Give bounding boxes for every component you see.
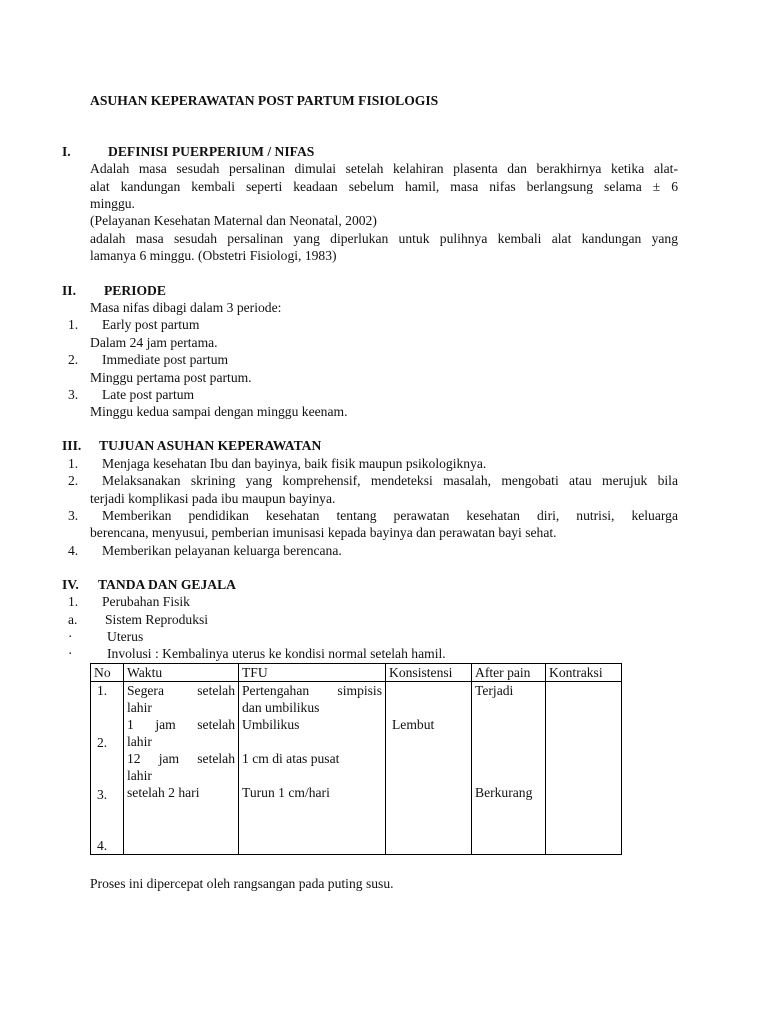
waktu-3a: 12 jam setelah: [127, 751, 235, 766]
tfu-2: Umbilikus: [242, 717, 300, 732]
subsection-a-heading: Sistem Reproduksi: [105, 612, 209, 627]
document-title: ASUHAN KEPERAWATAN POST PARTUM FISIOLOGIS: [90, 93, 439, 108]
period-1-desc: Dalam 24 jam pertama.: [90, 335, 218, 350]
tfu-4: Turun 1 cm/hari: [242, 785, 330, 800]
period-2-label: Immediate post partum: [102, 352, 229, 367]
waktu-1b: lahir: [127, 700, 152, 715]
goal-3-number: 3.: [68, 508, 79, 523]
row-number: 1.: [97, 683, 108, 698]
section-2-heading: PERIODE: [104, 283, 166, 298]
involution-table: [90, 663, 622, 855]
cell-after-pain: [472, 682, 546, 855]
period-1-label: Early post partum: [102, 317, 200, 332]
cell-konsistensi: [386, 682, 472, 855]
table-header-row: [91, 664, 622, 682]
header-waktu: Waktu: [124, 664, 239, 682]
subsection-1-heading: Perubahan Fisik: [102, 594, 190, 609]
section-1-heading: DEFINISI PUERPERIUM / NIFAS: [108, 144, 315, 159]
goal-2-number: 2.: [68, 473, 79, 488]
waktu-1a: Segera setelah: [127, 683, 235, 698]
goal-2-text-1: Melaksanakan skrining yang komprehensif, mendeteksi masalah, mengobati atau merujuk bila: [102, 473, 678, 488]
konsistensi-value: Lembut: [392, 717, 435, 732]
section-3-number: III.: [62, 438, 82, 453]
goal-3-text-1: Memberikan pendidikan kesehatan tentang perawatan kesehatan diri, nutrisi, keluarga: [102, 508, 678, 523]
goal-2-text-2: terjadi komplikasi pada ibu maupun bayinya.: [90, 491, 336, 506]
period-3-number: 3.: [68, 387, 79, 402]
goal-4-number: 4.: [68, 543, 79, 558]
goal-1-number: 1.: [68, 456, 79, 471]
section-4-heading: TANDA DAN GEJALA: [98, 577, 236, 592]
header-after-pain: After pain: [472, 664, 546, 682]
tfu-1a: Pertengahan simpisis: [242, 683, 382, 698]
section-1-line-3: minggu.: [90, 196, 135, 211]
subsection-1-number: 1.: [68, 594, 79, 609]
goal-3-text-2: berencana, menyusui, pemberian imunisasi kepada bayinya dan perawatan bayi sehat.: [90, 525, 557, 540]
period-1-number: 1.: [68, 317, 79, 332]
header-tfu: TFU: [239, 664, 386, 682]
section-4-number: IV.: [62, 577, 79, 592]
bullet-2: ·: [68, 646, 73, 661]
section-1-line-6: lamanya 6 minggu. (Obstetri Fisiologi, 1983): [90, 248, 337, 263]
row-number: 4.: [97, 838, 108, 853]
cell-tfu: [239, 682, 386, 855]
waktu-2a: 1 jam setelah: [127, 717, 235, 732]
tfu-3: 1 cm di atas pusat: [242, 751, 340, 766]
goal-4-text: Memberikan pelayanan keluarga berencana.: [102, 543, 342, 558]
section-1-line-1: Adalah masa sesudah persalinan dimulai setelah kelahiran plasenta dan berakhirnya ketika alat-: [90, 161, 678, 176]
section-1-number: I.: [62, 144, 71, 159]
period-2-number: 2.: [68, 352, 79, 367]
after-pain-2: Berkurang: [475, 785, 533, 800]
header-no: No: [91, 664, 124, 682]
bullet-uterus: Uterus: [107, 629, 144, 644]
row-number: 2.: [97, 735, 108, 750]
header-konsistensi: Konsistensi: [386, 664, 472, 682]
tfu-1b: dan umbilikus: [242, 700, 320, 715]
subsection-a-letter: a.: [68, 612, 78, 627]
closing-text: Proses ini dipercepat oleh rangsangan pada puting susu.: [90, 876, 394, 891]
section-1-line-2: alat kandungan kembali seperti keadaan sebelum hamil, masa nifas berlangsung selama ± 6: [90, 179, 678, 194]
after-pain-1: Terjadi: [475, 683, 514, 698]
bullet-1: ·: [68, 629, 73, 644]
header-kontraksi: Kontraksi: [546, 664, 622, 682]
goal-1-text: Menjaga kesehatan Ibu dan bayinya, baik fisik maupun psikologiknya.: [102, 456, 487, 471]
cell-waktu: [124, 682, 239, 855]
bullet-involusi: Involusi : Kembalinya uterus ke kondisi normal setelah hamil.: [107, 646, 446, 661]
section-2-number: II.: [62, 283, 76, 298]
waktu-2b: lahir: [127, 734, 152, 749]
period-2-desc: Minggu pertama post partum.: [90, 370, 252, 385]
table-row: [91, 682, 622, 855]
cell-no: [91, 682, 124, 855]
section-2-intro: Masa nifas dibagi dalam 3 periode:: [90, 300, 282, 315]
period-3-label: Late post partum: [102, 387, 195, 402]
waktu-4: setelah 2 hari: [127, 785, 200, 800]
section-1-citation-1: (Pelayanan Kesehatan Maternal dan Neonatal, 2002): [90, 213, 377, 228]
row-number: 3.: [97, 787, 108, 802]
section-1-line-5: adalah masa sesudah persalinan yang diperlukan untuk pulihnya kembali alat kandungan yang: [90, 231, 678, 246]
waktu-3b: lahir: [127, 768, 152, 783]
cell-kontraksi: [546, 682, 622, 855]
section-3-heading: TUJUAN ASUHAN KEPERAWATAN: [99, 438, 322, 453]
period-3-desc: Minggu kedua sampai dengan minggu keenam.: [90, 404, 348, 419]
